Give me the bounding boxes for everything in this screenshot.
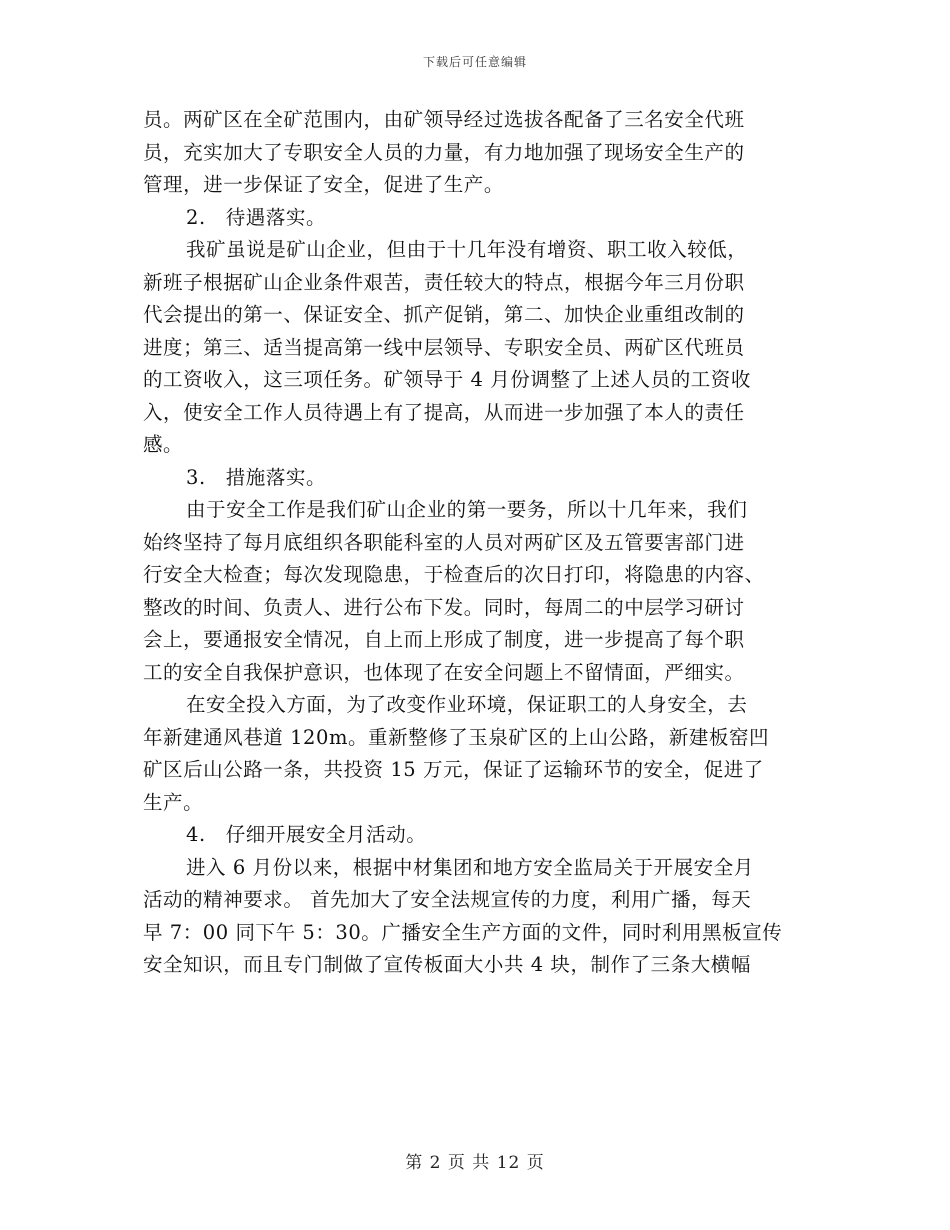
text-line: 由于安全工作是我们矿山企业的第一要务，所以十几年来，我们 [186, 498, 748, 521]
text-line: 在安全投入方面，为了改变作业环境，保证职工的人身安全，去 [186, 693, 748, 716]
text-line: 行安全大检查；每次发现隐患，于检查后的次日打印，将隐患的内容、 [143, 563, 765, 586]
text-line: 的工资收入，这三项任务。矿领导于 4 月份调整了上述人员的工资收 [143, 368, 751, 391]
text-line: 进入 6 月份以来，根据中材集团和地方安全监局关于开展安全月 [186, 855, 754, 879]
text-line: 员。两矿区在全矿范围内，由矿领导经过选拔各配备了三名安全代班 [143, 108, 745, 131]
text-line: 感。 [143, 433, 184, 456]
text-line: 安全知识，而且专门制做了宣传板面大小共 4 块，制作了三条大横幅 [143, 953, 751, 976]
header-note: 下载后可任意编辑 [422, 55, 527, 69]
text-line: 始终坚持了每月底组织各职能科室的人员对两矿区及五管要害部门进 [143, 530, 745, 554]
text-line: 我矿虽说是矿山企业，但由于十几年没有增资、职工收入较低， [186, 238, 748, 261]
text-line: 入，使安全工作人员待遇上有了提高，从而进一步加强了本人的责任 [143, 400, 745, 424]
text-line: 进度；第三、适当提高第一线中层领导、专职安全员、两矿区代班员 [143, 335, 745, 359]
text-line: 会上，要通报安全情况，自上而上形成了制度，进一步提高了每个职 [143, 628, 745, 651]
section-heading: 2. 待遇落实。 [186, 205, 327, 229]
text-line: 管理，进一步保证了安全，促进了生产。 [143, 173, 504, 196]
text-line: 整改的时间、负责人、进行公布下发。同时，每周二的中层学习研讨 [143, 595, 745, 619]
section-heading: 3. 措施落实。 [186, 465, 327, 489]
text-line: 工的安全自我保护意识，也体现了在安全问题上不留情面，严细实。 [143, 660, 745, 684]
text-line: 早 7：00 同下午 5：30。广播安全生产方面的文件，同时利用黑板宣传 [143, 920, 783, 944]
text-line: 员，充实加大了专职安全人员的力量，有力地加强了现场安全生产的 [143, 140, 745, 164]
document-body [143, 104, 808, 982]
text-line: 活动的精神要求。 首先加大了安全法规宣传的力度，利用广播，每天 [143, 888, 752, 911]
text-line: 新班子根据矿山企业条件艰苦，责任较大的特点，根据今年三月份职 [143, 270, 745, 294]
text-line: 生产。 [143, 790, 204, 814]
text-line: 矿区后山公路一条，共投资 15 万元，保证了运输环节的安全，促进了 [143, 758, 764, 781]
text-line: 代会提出的第一、保证安全、抓产促销，第二、加快企业重组改制的 [143, 303, 745, 326]
text-line: 年新建通风巷道 120m。重新整修了玉泉矿区的上山公路，新建板窑凹 [143, 725, 770, 749]
section-heading: 4. 仔细开展安全月活动。 [186, 823, 427, 846]
page-number-footer: 第 2 页 共 12 页 [405, 1153, 545, 1173]
